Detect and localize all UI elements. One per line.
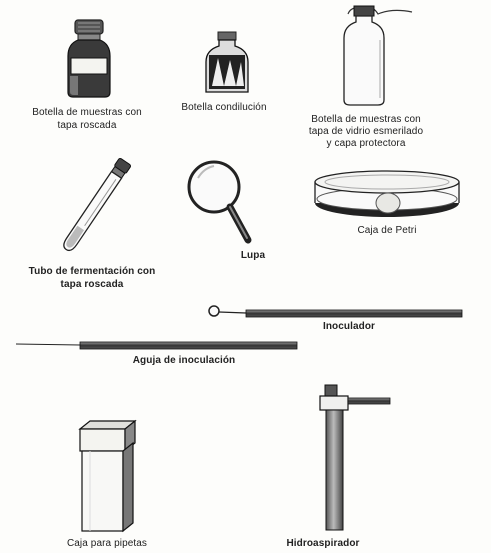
conduction-bottle-drawing xyxy=(206,32,248,92)
inoculation-needle-drawing xyxy=(16,342,297,349)
bottle-screw-cap-label-1: Botella de muestras con xyxy=(32,107,142,118)
inoculator-drawing xyxy=(209,306,462,317)
bottle-screw-cap-drawing xyxy=(68,20,110,97)
fermentation-tube-label-2: tapa roscada xyxy=(60,279,124,290)
bottle-ground-glass-label-3: y capa protectora xyxy=(326,138,406,149)
inoculator-label: Inoculador xyxy=(322,321,376,332)
bottle-ground-glass-label-1: Botella de muestras con xyxy=(311,114,421,125)
bottle-ground-glass-label-2: tapa de vidrio esmerilado xyxy=(308,126,424,137)
pipette-box-drawing xyxy=(80,421,135,531)
hydroaspirator-drawing xyxy=(320,385,390,530)
fermentation-tube-drawing xyxy=(60,158,131,254)
magnifier-label: Lupa xyxy=(240,250,266,261)
bottle-screw-cap-label-2: tapa roscada xyxy=(57,120,117,131)
magnifier-drawing xyxy=(189,162,248,240)
fermentation-tube-label-1: Tubo de fermentación con xyxy=(28,266,156,277)
bottle-ground-glass-drawing xyxy=(344,6,412,105)
inoculation-needle-label: Aguja de inoculación xyxy=(132,355,236,366)
petri-dish-label: Caja de Petri xyxy=(357,225,417,236)
conduction-bottle-label: Botella condilución xyxy=(181,102,267,113)
pipette-box-label: Caja para pipetas xyxy=(66,538,148,549)
hydroaspirator-label: Hidroaspirador xyxy=(286,538,360,549)
petri-dish-drawing xyxy=(315,171,459,217)
